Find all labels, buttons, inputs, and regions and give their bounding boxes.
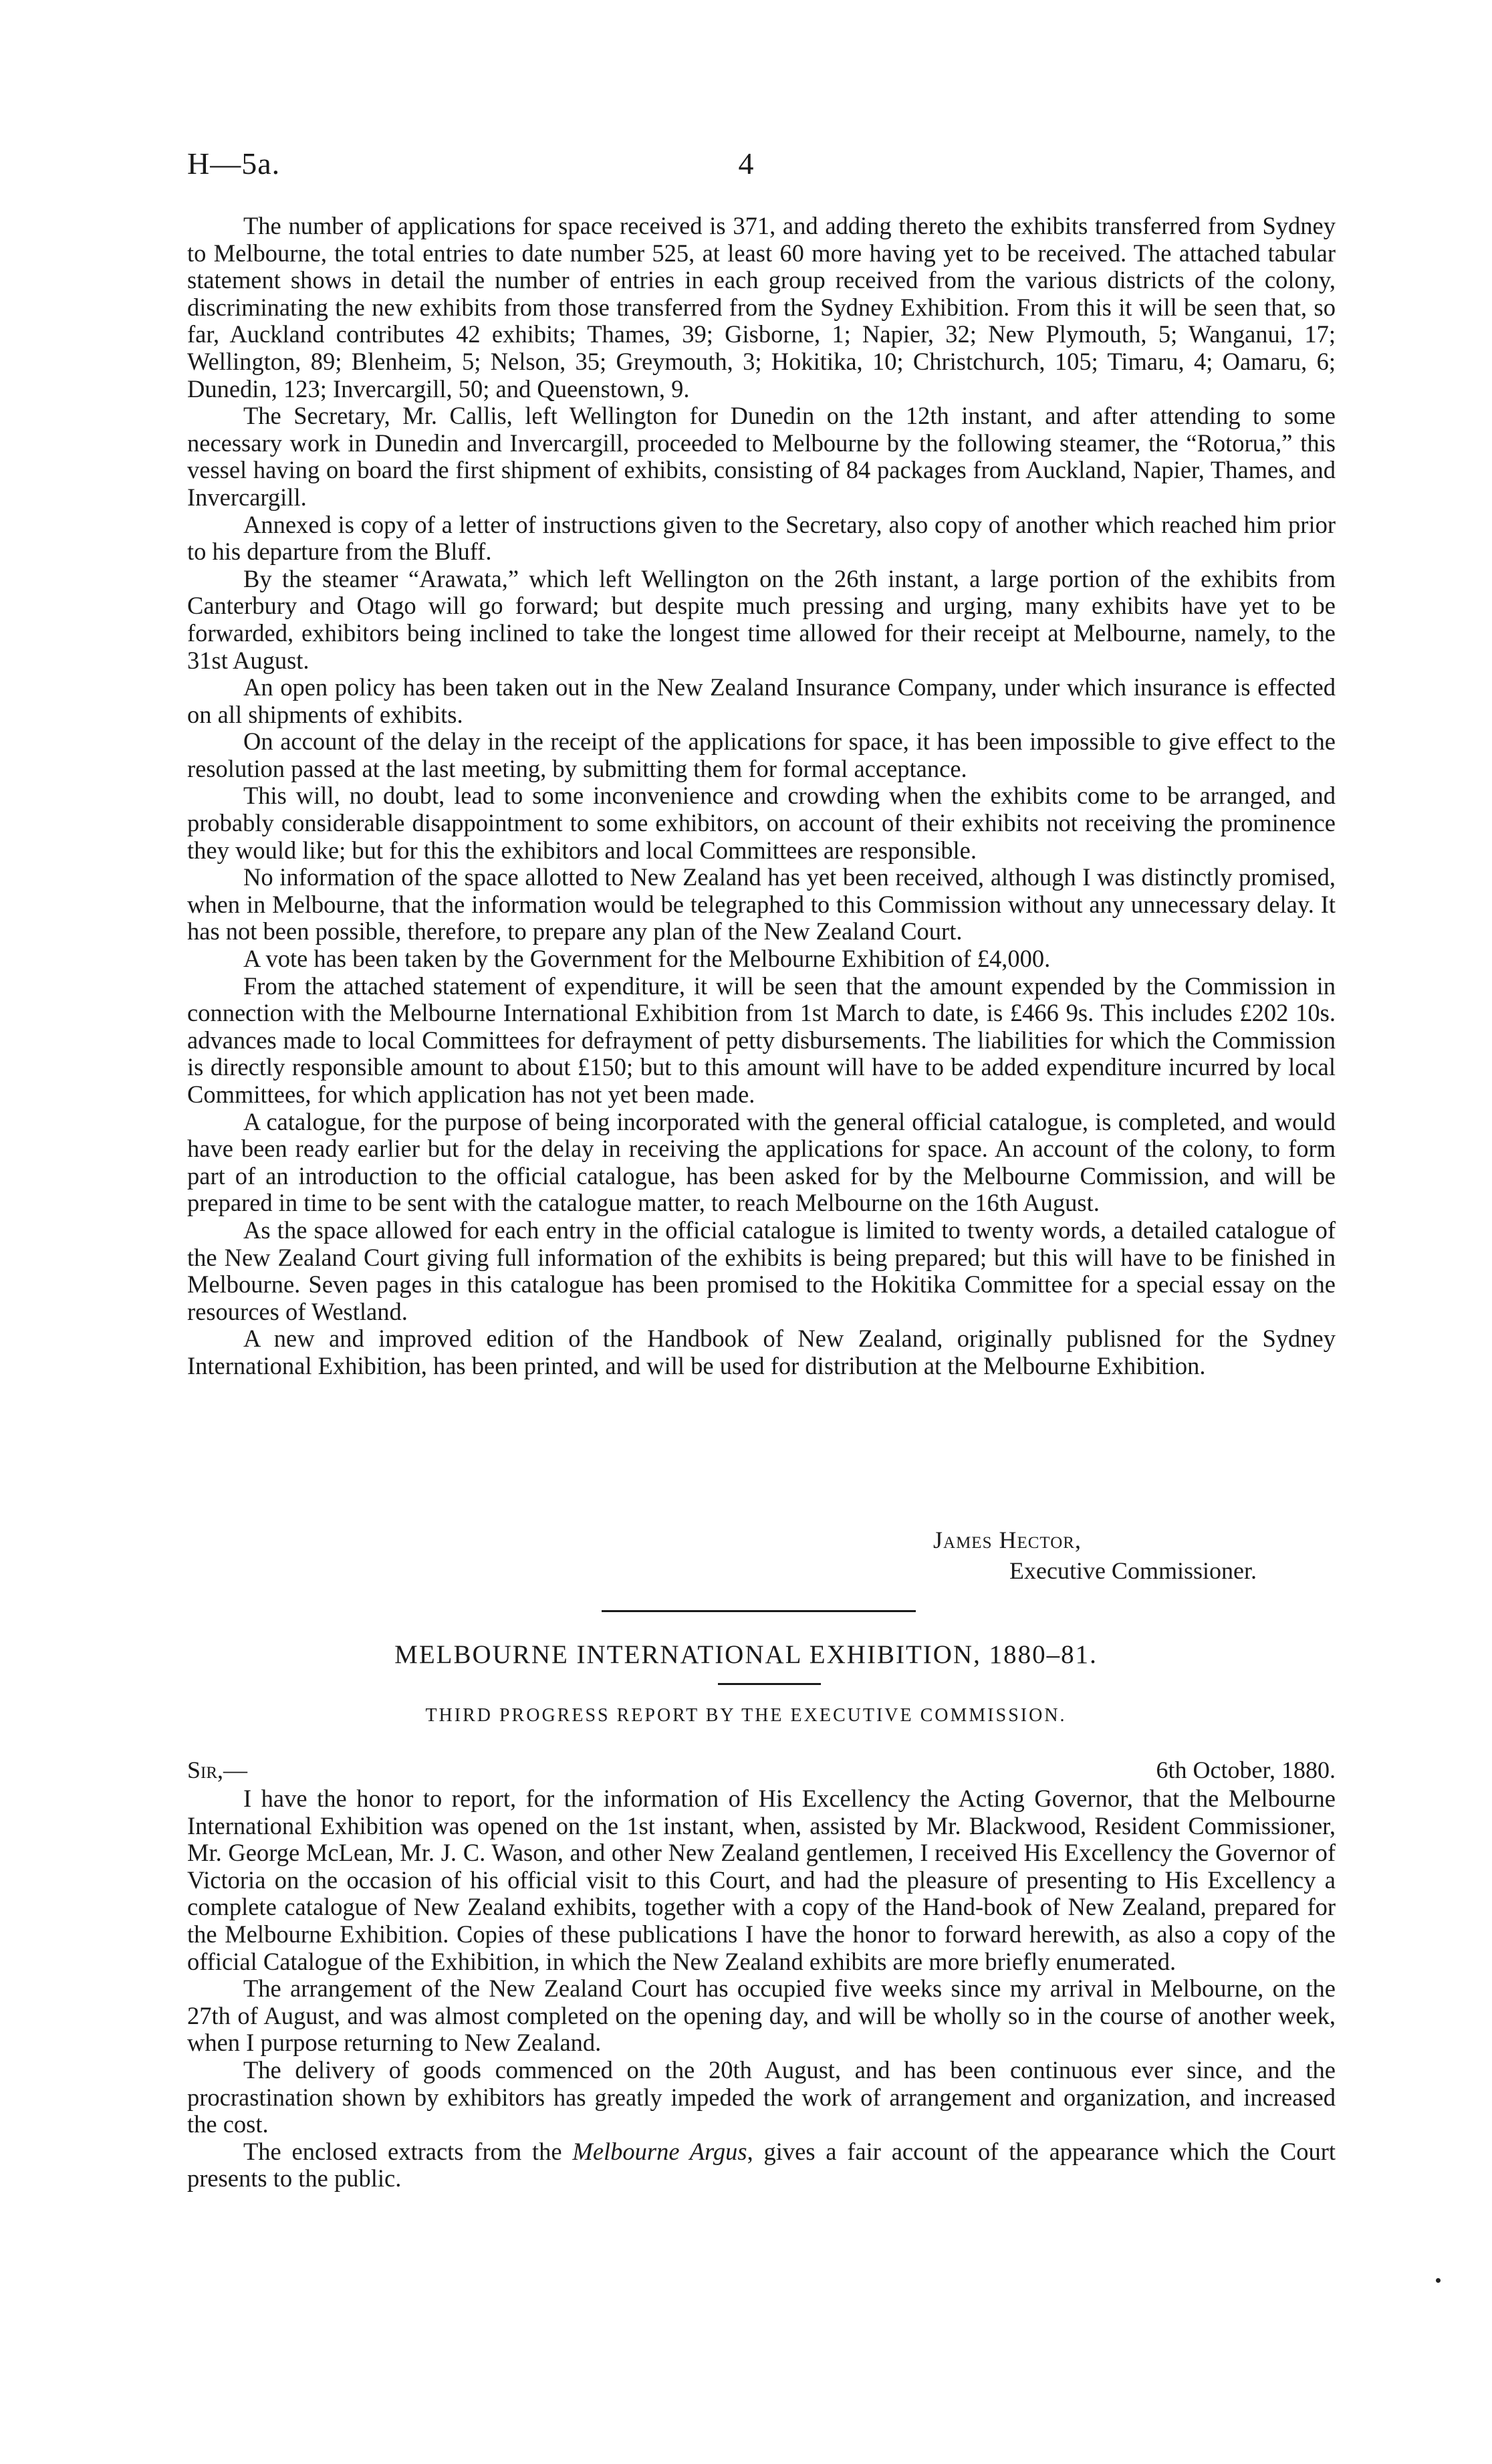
margin-mark xyxy=(1436,2278,1441,2283)
paragraph: The delivery of goods commenced on the 20th August, and has been continuous ever since, and the procrastination shown by exhibitors has greatly impeded the work of arrangement and organization, and increased the cost. xyxy=(187,2055,1336,2138)
signature-block xyxy=(933,1525,1257,1586)
section-divider xyxy=(602,1610,916,1612)
paragraph: The Secretary, Mr. Callis, left Wellington for Dunedin on the 12th instant, and after attending to some necessary work in Dunedin and Invercargill, proceeded to Melbourne by the following steamer, the “Rotorua,” this vessel having on board the first shipment of exhibits, consisting of 84 packages from Auckland, Napier, Thames, and Invercargill. xyxy=(187,402,1336,511)
paragraph: This will, no doubt, lead to some inconvenience and crowding when the exhibits come to be arranged, and probably considerable disappointment to some exhibitors, on account of their exhibits not receiving the prominence they would like; but for this the exhibitors and local Committees are responsible. xyxy=(187,782,1336,864)
signatory-name: James Hector, xyxy=(933,1527,1082,1553)
paragraph: No information of the space allotted to New Zealand has yet been received, although I was distinctly promised, when in Melbourne, that the information would be telegraphed to this Commission without any unnecessary delay. It has not been possible, therefore, to prepare any plan of the New Zealand Court. xyxy=(187,863,1336,945)
paragraph: Annexed is copy of a letter of instructions given to the Secretary, also copy of another which reached him prior to his departure from the Bluff. xyxy=(187,510,1336,566)
paragraph: From the attached statement of expenditure, it will be seen that the amount expended by the Commission in connection with the Melbourne International Exhibition from 1st March to date, is £466 9s. This includes £202 10s. advances made to local Committees for defrayment of petty disbursements. The liabilities for which the Commission is directly responsible amount to about £150; but to this amount will have to be added expenditure incurred by local Committees, for which application has not yet been made. xyxy=(187,972,1336,1108)
paragraph: By the steamer “Arawata,” which left Wellington on the 26th instant, a large portion of the exhibits from Canterbury and Otago will go forward; but despite much pressing and urging, many exhibits have yet to be forwarded, exhibitors being inclined to take the longest time allowed for their receipt at Melbourne, namely, to the 31st August. xyxy=(187,564,1336,674)
section-subheading: THIRD PROGRESS REPORT BY THE EXECUTIVE COMMISSION. xyxy=(425,1705,1067,1726)
paragraph-closing xyxy=(187,2138,1336,2193)
third-report-body xyxy=(187,1785,1336,2193)
closing-text-start: The enclosed extracts from the xyxy=(243,2137,573,2165)
heading-underline xyxy=(718,1683,821,1685)
paragraph: The number of applications for space received is 371, and adding thereto the exhibits transferred from Sydney to Melbourne, the total entries to date number 525, at least 60 more having yet to be received. The attached tabular statement shows in detail the number of entries in each group received from the various districts of the colony, discriminating the new exhibits from those transferred from the Sydney Exhibition. From this it will be seen that, so far, Auckland contributes 42 exhibits; Thames, 39; Gisborne, 1; Napier, 32; New Plymouth, 5; Wanganui, 17; Wellington, 89; Blenheim, 5; Nelson, 35; Greymouth, 3; Hokitika, 10; Christchurch, 105; Timaru, 4; Oamaru, 6; Dunedin, 123; Invercargill, 50; and Queenstown, 9. xyxy=(187,212,1336,403)
paragraph: A new and improved edition of the Handbook of New Zealand, originally publisned for the Sydney International Exhibition, has been printed, and will be used for distribution at the Melbourne Exhibition. xyxy=(187,1325,1336,1379)
letter-date: 6th October, 1880. xyxy=(1156,1757,1336,1783)
paragraph: I have the honor to report, for the information of His Excellency the Acting Governor, that the Melbourne International Exhibition was opened on the 1st instant, when, assisted by Mr. Blackwood, Resident Commissioner, Mr. George McLean, Mr. J. C. Wason, and other New Zealand gentlemen, I received His Excellency the Governor of Victoria on the occasion of his official visit to this Court, and had the pleasure of presenting to His Excellency a complete catalogue of New Zealand exhibits, together with a copy of the Hand-book of New Zealand, prepared for the Melbourne Exhibition. Copies of these publications I have the honor to forward herewith, as also a copy of the official Catalogue of the Exhibition, in which the New Zealand exhibits are more briefly enumerated. xyxy=(187,1785,1336,1975)
paragraph: The arrangement of the New Zealand Court has occupied five weeks since my arrival in Melbourne, on the 27th of August, and was almost completed on the opening day, and will be wholly so in the course of another week, when I purpose returning to New Zealand. xyxy=(187,1975,1336,2057)
paragraph: A catalogue, for the purpose of being incorporated with the general official catalogue, is completed, and would have been ready earlier but for the delay in receiving the applications for space. An account of the colony, to form part of an introduction to the official catalogue, has been asked for by the Melbourne Commission, and will be prepared in time to be sent with the catalogue matter, to reach Melbourne on the 16th August. xyxy=(187,1107,1336,1217)
page-reference: H—5a. xyxy=(187,146,281,181)
newspaper-title: Melbourne Argus xyxy=(572,2137,747,2165)
paragraph: An open policy has been taken out in the New Zealand Insurance Company, under which insurance is effected on all shipments of exhibits. xyxy=(187,673,1336,728)
paragraph: As the space allowed for each entry in the official catalogue is limited to twenty words, a detailed catalogue of the New Zealand Court giving full information of the exhibits is being prepared; but this will have to be finished in Melbourne. Seven pages in this catalogue has been promised to the Hokitika Committee for a special essay on the resources of Westland. xyxy=(187,1216,1336,1325)
salutation-text: Sir,— xyxy=(187,1757,248,1783)
page-number: 4 xyxy=(738,146,754,181)
paragraph: A vote has been taken by the Government for the Melbourne Exhibition of £4,000. xyxy=(243,945,1051,973)
salutation xyxy=(187,1756,247,1784)
signatory-title: Executive Commissioner. xyxy=(1009,1557,1257,1584)
closing-text-end: , gives a fair account of the appearance which the Court presents to the public. xyxy=(187,2137,1336,2193)
second-report-body xyxy=(187,213,1336,1380)
paragraph: On account of the delay in the receipt of the applications for space, it has been impossible to give effect to the resolution passed at the last meeting, by submitting them for formal acceptance. xyxy=(187,727,1336,782)
section-heading: MELBOURNE INTERNATIONAL EXHIBITION, 1880–81. xyxy=(394,1640,1098,1669)
